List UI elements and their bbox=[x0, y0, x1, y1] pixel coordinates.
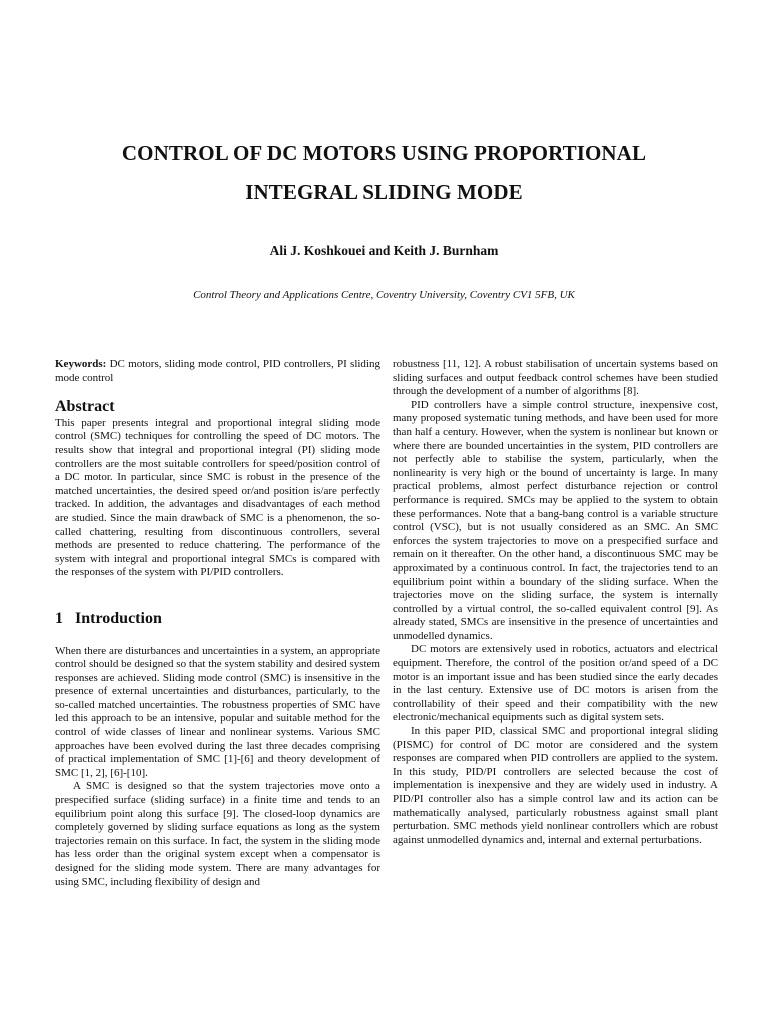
intro-paragraph-2: A SMC is designed so that the system trajectories move onto a prespecified surface (sliding surface) in a finite time and tends to an equilibrium point along this surface [9]. The closed-loop dynamics are completely governed by sliding surface equations as long as the system trajectories remain on this surface. In fact, the system in the sliding mode has less order than the original system except when a compensator is designed for the sliding mode system. There are many advantages for using SMC, including flexibility of design and bbox=[55, 780, 380, 888]
intro-paragraph-5: In this paper PID, classical SMC and proportional integral sliding (PISMC) for control of DC motor are considered and the system responses are compared when PID controllers are applied to the system. In this study, PID/PI controllers are selected because the cost of implementation is inexpensive and they are widely used in industry. A PID/PI controller also has a simple control law and its action can be mathematically analysed, particularly robustness against small plant perturbation. SMC methods yield nonlinear controllers which are robust against unmodelled dynamics and, internal and external perturbations. bbox=[393, 725, 718, 846]
intro-paragraph-4: DC motors are extensively used in robotics, actuators and electrical equipment. Therefore, the control of the position or/and speed of a DC motor is an important issue and has been studied since the early decades in the last century. Extensive use of DC motors is arisen from the controllability of their speed and their compatibility with the new electronic/mechanical equipments such as digital system sets. bbox=[393, 643, 718, 724]
abstract-heading: Abstract bbox=[55, 398, 115, 416]
authors: Ali J. Koshkouei and Keith J. Burnham bbox=[269, 243, 499, 258]
abstract-body: This paper presents integral and proportional integral sliding mode control (SMC) techniques for controlling the speed of DC motors. The results show that integral and proportional integral (PI) sliding mode controllers are the most suitable controllers for speed/position control of a DC motor. In particular, since SMC is robust in the presence of the matched uncertainties, the desired speed or/and position is/are perfectly tracked. In addition, the advantages and disadvantages of each method are studied. Since the main drawback of SMC is a phenomenon, the so-called chattering, resulting from discontinuous controllers, several methods are presented to reduce chattering. The performance of the system with integral and proportional integral SMCs is compared with the responses of the system with PI/PID controllers. bbox=[55, 416, 380, 579]
section-title: Introduction bbox=[75, 609, 162, 627]
intro-paragraph-3: PID controllers have a simple control structure, inexpensive cost, many proposed systematic tuning methods, and have been used for more than half a century. However, when the system is nonlinear but known or where there are bounded uncertainties in the system, PID controllers are not perfectly able to stabilise the system, particularly, when the nonlinearity is very high or the bound of uncertainty is large. In many practical problems, almost perfect disturbance rejection or control performance is required. SMCs may be applied to the system to obtain these performances. Note that a bang-bang control is a variable structure control (VSC), but is not usually considered as an SMC. An SMC enforces the system trajectories to move on a prespecified surface and remain on it thereafter. On the other hand, a discontinuous SMC may be approximated by a continuous control. In fact, the trajectories tend to an equilibrium point within a boundary of the sliding surface. When the trajectories move on the sliding surface, the system is internally controlled by a virtual control, the so-called equivalent control [9]. As already stated, SMCs are insensitive in the presence of uncertainties and unmodelled dynamics. bbox=[393, 398, 718, 642]
keywords bbox=[55, 358, 380, 385]
left-column bbox=[55, 358, 380, 889]
intro-paragraph-2-continued: robustness [11, 12]. A robust stabilisation of uncertain systems based on sliding surfaces and output feedback control schemes have been studied through the development of a number of algorithms [8]. bbox=[393, 358, 718, 398]
right-column bbox=[393, 358, 718, 847]
keywords-text: DC motors, sliding mode control, PID controllers, PI sliding mode control bbox=[55, 358, 380, 384]
introduction-heading bbox=[55, 609, 380, 627]
section-number: 1 bbox=[55, 609, 63, 627]
paper-title-line-1: CONTROL OF DC MOTORS USING PROPORTIONAL bbox=[121, 141, 647, 165]
intro-paragraph-1: When there are disturbances and uncertainties in a system, an appropriate control should be designed so that the system stability and desired system responses are achieved. Sliding mode control (SMC) is insensitive in the presence of external uncertainties and disturbances, particularly, to the so-called matched uncertainties. The robustness properties of SMC have led this approach to be an intensive, popular and suitable method for the control of wide classes of linear and nonlinear systems. Various SMC approaches have been evolved during the last three decades comprising of practical implementation of SMC [1]-[6] and theory development of SMC [1, 2], [6]-[10]. bbox=[55, 644, 380, 779]
affiliation: Control Theory and Applications Centre, Coventry University, Coventry CV1 5FB, UK bbox=[193, 289, 575, 301]
paper-title-line-2: INTEGRAL SLIDING MODE bbox=[245, 180, 523, 204]
keywords-label: Keywords: bbox=[55, 358, 107, 370]
